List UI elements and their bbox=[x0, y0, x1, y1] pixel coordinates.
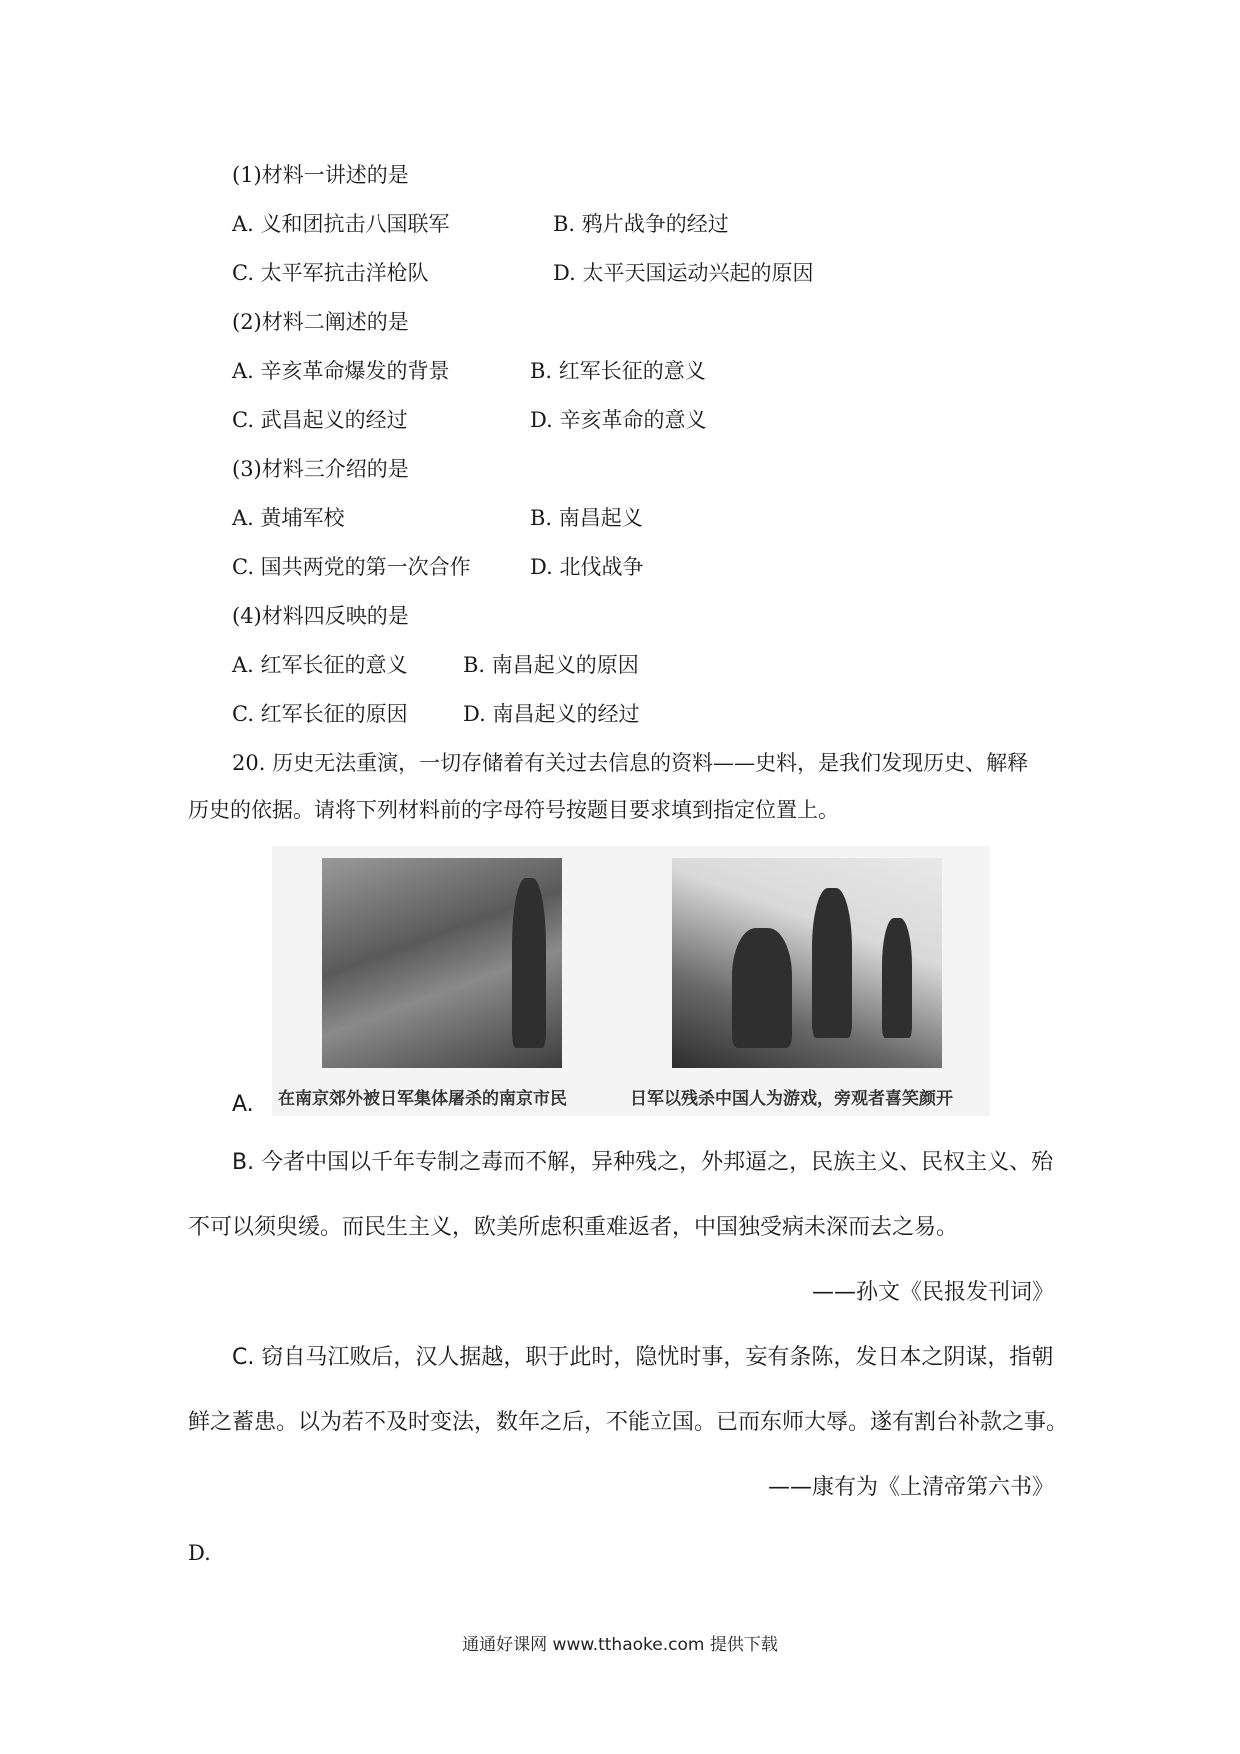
material-c-source: ——康有为《上清帝第六书》 bbox=[767, 1475, 1054, 1500]
q19-part4-option-a: A. 红军长征的意义 bbox=[232, 653, 408, 677]
photo-right-caption: 日军以残杀中国人为游戏，旁观者喜笑颜开 bbox=[630, 1089, 953, 1109]
q19-part4-option-b: B. 南昌起义的原因 bbox=[463, 653, 639, 677]
q19-part2-option-a: A. 辛亥革命爆发的背景 bbox=[232, 359, 450, 383]
q19-part3-option-a: A. 黄埔军校 bbox=[232, 506, 345, 530]
q19-part2-option-c: C. 武昌起义的经过 bbox=[232, 408, 408, 432]
q19-part2-option-b: B. 红军长征的意义 bbox=[530, 359, 706, 383]
q19-part3-stem: (3)材料三介绍的是 bbox=[232, 457, 409, 481]
material-b-line1: B. 今者中国以千年专制之毒而不解，异种残之，外邦逼之，民族主义、民权主义、殆 bbox=[232, 1150, 1054, 1175]
material-b-source: ——孙文《民报发刊词》 bbox=[811, 1280, 1054, 1305]
nanjing-massacre-photo bbox=[322, 858, 562, 1068]
material-c-line1: C. 窃自马江败后，汉人据越，职于此时，隐忧时事，妄有条陈，发日本之阴谋，指朝 bbox=[232, 1345, 1054, 1370]
killing-game-photo bbox=[672, 858, 942, 1068]
page-footer: 通通好课网 www.tthaoke.com 提供下载 bbox=[462, 1635, 778, 1655]
q19-part3-option-c: C. 国共两党的第一次合作 bbox=[232, 555, 471, 579]
onlooker-figure bbox=[882, 918, 912, 1038]
photo-left-caption: 在南京郊外被日军集体屠杀的南京市民 bbox=[278, 1089, 567, 1109]
q19-part1-option-a: A. 义和团抗击八国联军 bbox=[232, 212, 450, 236]
victim-figure bbox=[732, 928, 792, 1048]
q19-part1-option-c: C. 太平军抗击洋枪队 bbox=[232, 261, 429, 285]
q19-part3-option-b: B. 南昌起义 bbox=[530, 506, 643, 530]
q19-part2-stem: (2)材料二阐述的是 bbox=[232, 310, 409, 334]
q19-part2-option-d: D. 辛亥革命的意义 bbox=[530, 408, 707, 432]
material-a-photos bbox=[272, 846, 990, 1116]
q20-stem-line1: 20. 历史无法重演，一切存储着有关过去信息的资料——史料，是我们发现历史、解释 bbox=[232, 751, 1029, 775]
material-c-line2: 鲜之蓄患。以为若不及时变法，数年之后，不能立国。已而东师大辱。遂有割台补款之事。 bbox=[188, 1410, 1069, 1435]
q20-stem-line2: 历史的依据。请将下列材料前的字母符号按题目要求填到指定位置上。 bbox=[188, 798, 839, 822]
material-a-label: A. bbox=[232, 1092, 254, 1117]
q19-part4-option-d: D. 南昌起义的经过 bbox=[463, 702, 640, 726]
soldier-figure bbox=[512, 878, 546, 1048]
q19-part1-option-b: B. 鸦片战争的经过 bbox=[553, 212, 729, 236]
material-b-line2: 不可以须臾缓。而民生主义，欧美所虑积重难返者，中国独受病未深而去之易。 bbox=[188, 1215, 959, 1240]
material-d-label: D. bbox=[188, 1541, 211, 1565]
q19-part3-option-d: D. 北伐战争 bbox=[530, 555, 644, 579]
q19-part4-option-c: C. 红军长征的原因 bbox=[232, 702, 408, 726]
soldier-figure bbox=[812, 888, 852, 1038]
q19-part1-option-d: D. 太平天国运动兴起的原因 bbox=[553, 261, 814, 285]
q19-part1-stem: (1)材料一讲述的是 bbox=[232, 163, 409, 187]
q19-part4-stem: (4)材料四反映的是 bbox=[232, 604, 409, 628]
